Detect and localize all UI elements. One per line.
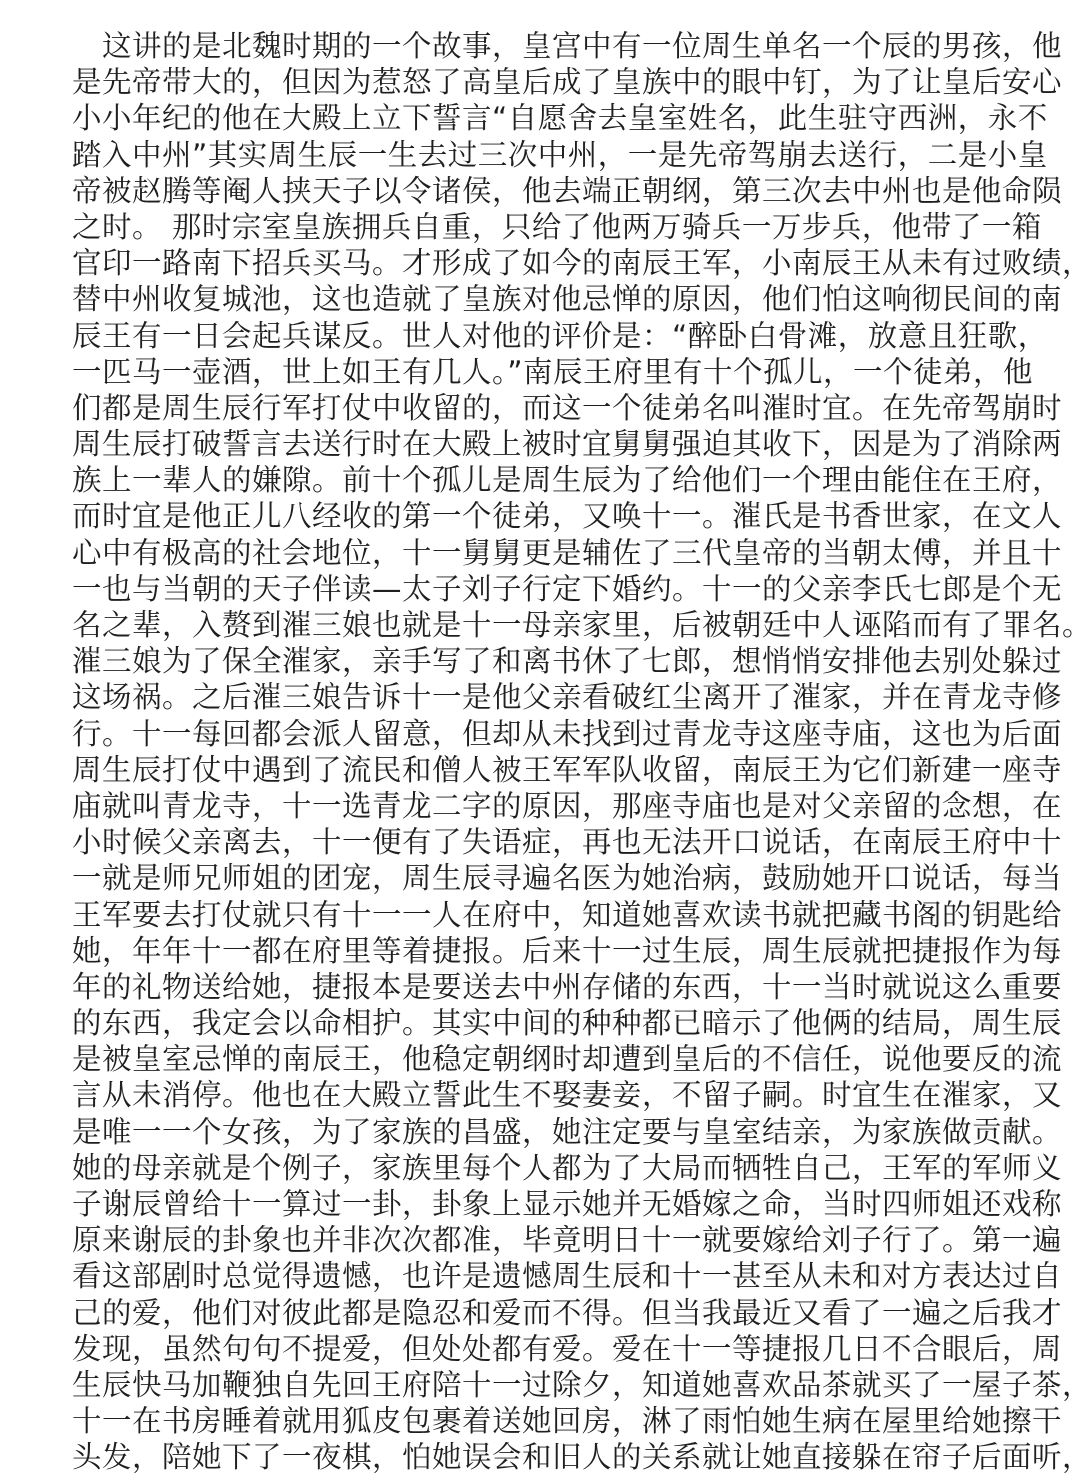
text-line: 这场祸。之后漼三娘告诉十一是他父亲看破红尘离开了漼家，并在青龙寺修	[72, 680, 1063, 715]
text-line: 己的爱，他们对彼此都是隐忍和爱而不得。但当我最近又看了一遍之后我才	[72, 1295, 1063, 1330]
text-line: 而时宜是他正儿八经收的第一个徒弟，又唤十一。漼氏是书香世家，在文人	[72, 499, 1063, 534]
text-line: 行。十一每回都会派人留意，但却从未找到过青龙寺这座寺庙，这也为后面	[72, 716, 1063, 751]
text-line: 一匹马一壶酒，世上如王有几人。”南辰王府里有十个孤儿，一个徒弟，他	[72, 354, 1034, 389]
text-line: 的东西，我定会以命相护。其实中间的种种都已暗示了他俩的结局，周生辰	[72, 1006, 1063, 1041]
text-line: 是先帝带大的，但因为惹怒了高皇后成了皇族中的眼中钉，为了让皇后安心	[72, 65, 1063, 100]
text-line: 官印一路南下招兵买马。才形成了如今的南辰王军，小南辰王从未有过败绩，	[72, 246, 1092, 281]
text-line: 帝被赵腾等阉人挟天子以令诸侯，他去端正朝纲，第三次去中州也是他命陨	[72, 173, 1063, 208]
text-line: 周生辰打仗中遇到了流民和僧人被王军军队收留，南辰王为它们新建一座寺	[72, 752, 1063, 787]
text-line: 看这部剧时总觉得遗憾，也许是遗憾周生辰和十一甚至从未和对方表达过自	[72, 1259, 1063, 1294]
text-line: 踏入中州”其实周生辰一生去过三次中州，一是先帝驾崩去送行，二是小皇	[72, 137, 1048, 172]
text-line: 周生辰打破誓言去送行时在大殿上被时宜舅舅强迫其收下，因是为了消除两	[72, 427, 1063, 462]
text-line: 替中州收复城池，这也造就了皇族对他忌惮的原因，他们怕这响彻民间的南	[72, 282, 1063, 317]
text-line: 生辰快马加鞭独自先回王府陪十一过除夕，知道她喜欢品茶就买了一屋子茶，	[72, 1367, 1092, 1402]
text-line: 漼三娘为了保全漼家，亲手写了和离书休了七郎，想悄悄安排他去别处躲过	[72, 644, 1063, 679]
text-line: 小时候父亲离去，十一便有了失语症，再也无法开口说话，在南辰王府中十	[72, 825, 1063, 860]
text-line: 心中有极高的社会地位，十一舅舅更是辅佐了三代皇帝的当朝太傅，并且十	[72, 535, 1063, 570]
text-line: 一也与当朝的天子伴读—太子刘子行定下婚约。十一的父亲李氏七郎是个无	[72, 571, 1063, 606]
text-line: 十一在书房睡着就用狐皮包裹着送她回房，淋了雨怕她生病在屋里给她擦干	[72, 1404, 1063, 1439]
text-line: 是唯一一个女孩，为了家族的昌盛，她注定要与皇室结亲，为家族做贡献。	[72, 1114, 1063, 1149]
text-line: 们都是周生辰行军打仗中收留的，而这一个徒弟名叫漼时宜。在先帝驾崩时	[72, 390, 1063, 425]
text-line: 她，年年十一都在府里等着捷报。后来十一过生辰，周生辰就把捷报作为每	[72, 933, 1063, 968]
text-line: 发现，虽然句句不提爱，但处处都有爱。爱在十一等捷报几日不合眼后，周	[72, 1331, 1063, 1366]
text-line: 她的母亲就是个例子，家族里每个人都为了大局而牺牲自己，王军的军师义	[72, 1150, 1063, 1185]
text-line: 族上一辈人的嫌隙。前十个孤儿是周生辰为了给他们一个理由能住在王府，	[72, 463, 1063, 498]
text-line: 一就是师兄师姐的团宠，周生辰寻遍名医为她治病，鼓励她开口说话，每当	[72, 861, 1063, 896]
text-line: 头发，陪她下了一夜棋，怕她误会和旧人的关系就让她直接躲在帘子后面听，	[72, 1440, 1092, 1475]
text-line: 之时。 那时宗室皇族拥兵自重，只给了他两万骑兵一万步兵，他带了一箱	[72, 209, 1042, 244]
text-line: 原来谢辰的卦象也并非次次都准，毕竟明日十一就要嫁给刘子行了。第一遍	[72, 1223, 1063, 1258]
text-line: 言从未消停。他也在大殿立誓此生不娶妻妾，不留子嗣。时宜生在漼家，又	[72, 1078, 1063, 1113]
text-line: 小小年纪的他在大殿上立下誓言“自愿舍去皇室姓名，此生驻守西洲，永不	[72, 101, 1048, 136]
text-line: 王军要去打仗就只有十一一人在府中，知道她喜欢读书就把藏书阁的钥匙给	[72, 897, 1063, 932]
text-line: 名之辈，入赘到漼三娘也就是十一母亲家里，后被朝廷中人诬陷而有了罪名。	[72, 608, 1092, 642]
text-line: 是被皇室忌惮的南辰王，他稳定朝纲时却遭到皇后的不信任，说他要反的流	[72, 1042, 1063, 1077]
text-line: 庙就叫青龙寺，十一选青龙二字的原因，那座寺庙也是对父亲留的念想，在	[72, 788, 1063, 823]
text-line: 这讲的是北魏时期的一个故事，皇宫中有一位周生单名一个辰的男孩，他	[102, 29, 1063, 63]
text-line: 年的礼物送给她，捷报本是要送去中州存储的东西，十一当时就说这么重要	[72, 969, 1063, 1004]
text-line: 子谢辰曾给十一算过一卦，卦象上显示她并无婚嫁之命，当时四师姐还戏称	[72, 1187, 1063, 1221]
text-line: 辰王有一日会起兵谋反。世人对他的评价是：“醉卧白骨滩，放意且狂歌，	[72, 318, 1048, 353]
